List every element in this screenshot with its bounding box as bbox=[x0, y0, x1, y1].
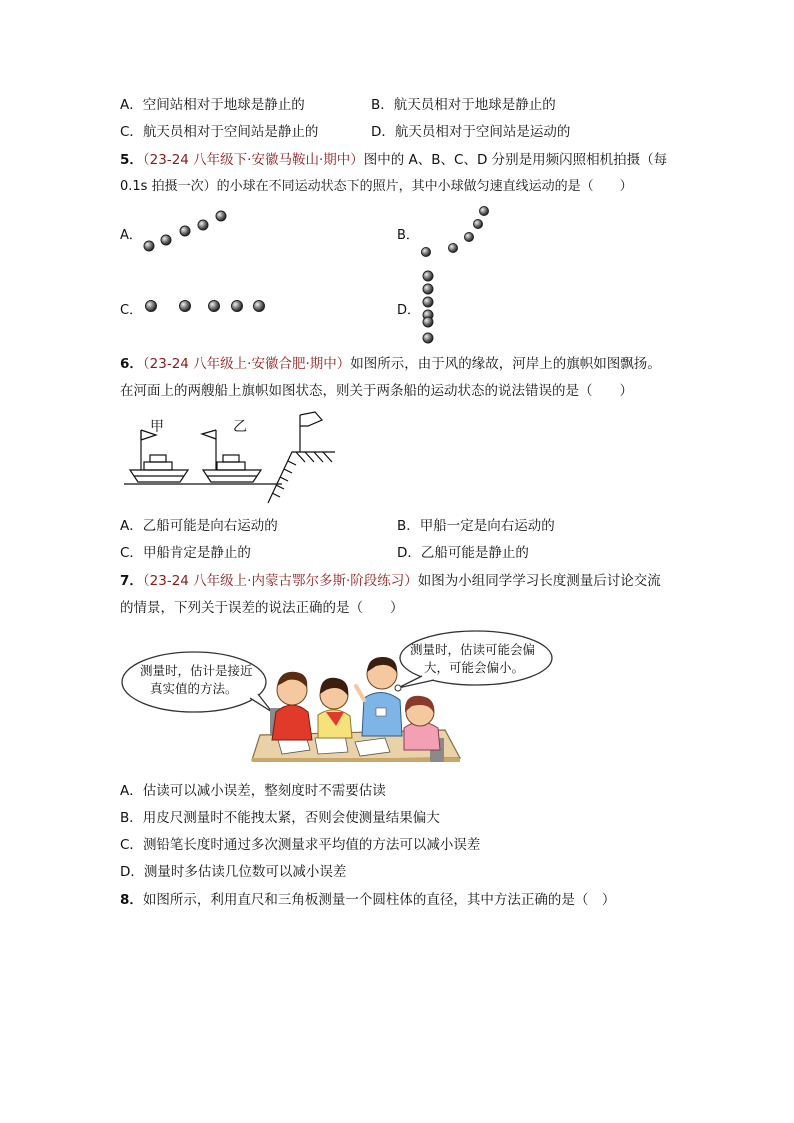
q5-label-a: A． bbox=[120, 228, 142, 243]
q6-boat-jia-label: 甲 bbox=[150, 419, 164, 435]
q7-kid-blue bbox=[356, 657, 402, 736]
q6-option-d: D．乙船可能是静止的 bbox=[397, 545, 529, 561]
q7-option-b: B．用皮尺测量时不能拽太紧，否则会使测量结果偏大 bbox=[120, 810, 440, 826]
q4-option-d: D．航天员相对于空间站是运动的 bbox=[371, 124, 571, 140]
q7-stem-line1: 7．（23-24 八年级上·内蒙古鄂尔多斯·阶段练习）如图为小组同学学习长度测量后讨论交流 bbox=[120, 573, 661, 589]
q5-label-d: D． bbox=[397, 303, 421, 318]
q6-stem-line1: 6．（23-24 八年级上·安徽合肥·期中）如图所示，由于风的缘故，河岸上的旗帜如图飘扬。 bbox=[120, 356, 661, 372]
q4-option-a: A．空间站相对于地球是静止的 bbox=[120, 97, 305, 113]
q7-right-bubble-text-1: 测量时，估读可能会偏 bbox=[410, 642, 536, 657]
q6-option-c: C．甲船肯定是静止的 bbox=[120, 545, 251, 561]
q7-right-bubble-text-2: 大，可能会偏小。 bbox=[424, 660, 525, 675]
q7-kid-red bbox=[272, 672, 312, 740]
q5-label-b: B． bbox=[397, 228, 419, 243]
q5-stem-line1: 5．（23-24 八年级下·安徽马鞍山·期中）图中的 A、B、C、D 分别是用频闪照相机拍摄（每 bbox=[120, 152, 668, 168]
q6-stem-line2: 在河面上的两艘船上旗帜如图状态，则关于两条船的运动状态的说法错误的是（ ） bbox=[120, 383, 633, 399]
q7-kid-pink bbox=[404, 696, 440, 750]
q6-boat-yi-label: 乙 bbox=[233, 419, 247, 435]
q7-kid-yellow bbox=[318, 678, 352, 738]
q6-option-b: B．甲船一定是向右运动的 bbox=[397, 518, 555, 534]
q7-option-d: D．测量时多估读几位数可以减小误差 bbox=[120, 864, 347, 880]
q5-label-c: C． bbox=[120, 303, 143, 318]
q7-stem-line2: 的情景，下列关于误差的说法正确的是（ ） bbox=[120, 600, 404, 616]
q8-stem: 8．如图所示，利用直尺和三角板测量一个圆柱体的直径，其中方法正确的是（ ） bbox=[120, 892, 616, 908]
q7-left-bubble-text-1: 测量时，估计是接近 bbox=[140, 663, 253, 678]
q4-option-b: B．航天员相对于地球是静止的 bbox=[371, 97, 556, 113]
q5-stem-line2: 0.1s 拍摄一次）的小球在不同运动状态下的照片，其中小球做匀速直线运动的是（ ） bbox=[120, 179, 633, 194]
q6-option-a: A．乙船可能是向右运动的 bbox=[120, 518, 278, 534]
q7-left-bubble-text-2: 真实值的方法。 bbox=[150, 681, 238, 696]
q4-option-c: C．航天员相对于空间站是静止的 bbox=[120, 124, 319, 140]
q7-option-a: A．估读可以减小误差，整刻度时不需要估读 bbox=[120, 783, 386, 799]
q7-option-c: C．测铅笔长度时通过多次测量求平均值的方法可以减小误差 bbox=[120, 837, 481, 853]
